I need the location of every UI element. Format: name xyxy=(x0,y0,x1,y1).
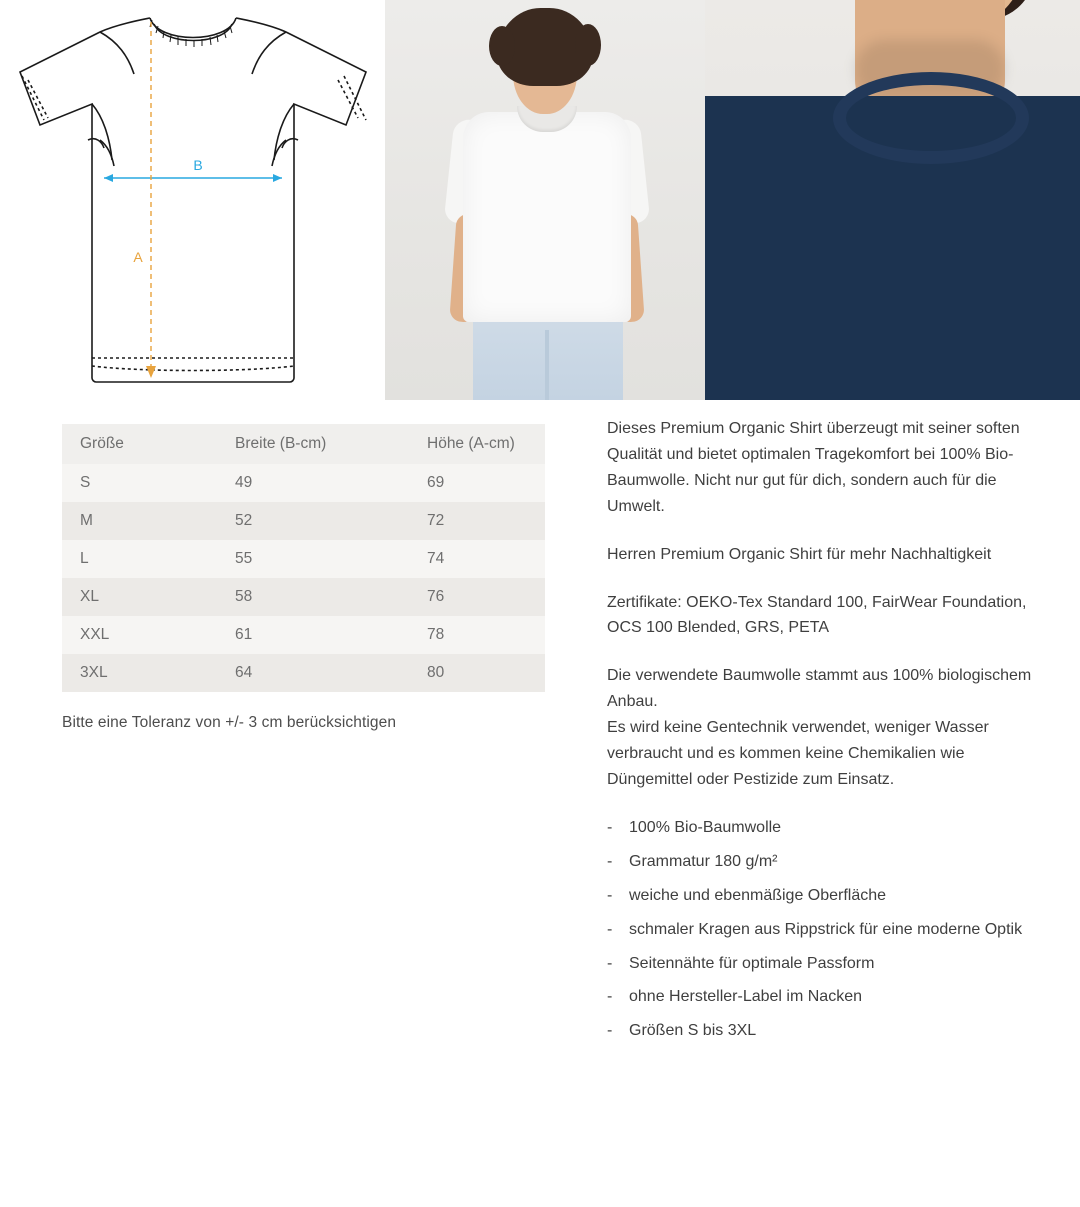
feature-list xyxy=(607,815,1040,1044)
bullet-dash: - xyxy=(607,988,613,1006)
feature-text: schmaler Kragen aus Rippstrick für eine moderne Optik xyxy=(629,920,1023,938)
feature-text: 100% Bio-Baumwolle xyxy=(629,818,782,836)
header-size: Größe xyxy=(62,424,217,464)
description-paragraph-2: Herren Premium Organic Shirt für mehr Nachhaltigkeit xyxy=(607,545,992,563)
table-row xyxy=(62,502,545,540)
feature-text: Größen S bis 3XL xyxy=(629,1022,757,1040)
description-paragraph-4: Die verwendete Baumwolle stammt aus 100% biologischem Anbau. xyxy=(607,667,1032,711)
cell-height: 78 xyxy=(409,616,545,654)
technical-drawing-panel xyxy=(0,0,385,400)
cell-height: 69 xyxy=(409,464,545,502)
table-row xyxy=(62,464,545,502)
table-header-row xyxy=(62,424,545,464)
cell-width: 64 xyxy=(217,654,409,692)
model-white-shirt xyxy=(463,112,631,322)
bullet-dash: - xyxy=(607,954,613,972)
cell-size: 3XL xyxy=(62,654,217,692)
detail-ribbed-collar xyxy=(833,72,1029,164)
description-paragraph-1: Dieses Premium Organic Shirt überzeugt mit seiner soften Qualität und bietet optimalen Tragekomfort bei 100% Bio-Baumwolle. Nicht nur gut für dich, sondern auch für die Umwelt. xyxy=(607,420,1020,515)
table-row xyxy=(62,578,545,616)
collar-detail-photo xyxy=(705,0,1080,400)
list-item xyxy=(607,951,1040,977)
cell-width: 49 xyxy=(217,464,409,502)
cell-height: 80 xyxy=(409,654,545,692)
list-item xyxy=(607,917,1040,943)
cell-height: 76 xyxy=(409,578,545,616)
table-row xyxy=(62,654,545,692)
size-chart-column xyxy=(0,400,545,1052)
feature-text: Grammatur 180 g/m² xyxy=(629,852,778,870)
cell-width: 58 xyxy=(217,578,409,616)
table-row xyxy=(62,540,545,578)
header-width: Breite (B-cm) xyxy=(217,424,409,464)
cell-width: 55 xyxy=(217,540,409,578)
tolerance-note: Bitte eine Toleranz von +/- 3 cm berücksichtigen xyxy=(62,714,397,731)
cell-size: XXL xyxy=(62,616,217,654)
model-hair xyxy=(497,8,593,86)
bullet-dash: - xyxy=(607,1022,613,1040)
cell-size: S xyxy=(62,464,217,502)
cell-size: M xyxy=(62,502,217,540)
cell-height: 74 xyxy=(409,540,545,578)
header-height: Höhe (A-cm) xyxy=(409,424,545,464)
feature-text: weiche und ebenmäßige Oberfläche xyxy=(629,886,887,904)
measure-label-height: A xyxy=(133,249,143,265)
list-item xyxy=(607,984,1040,1010)
size-table xyxy=(62,424,545,692)
cell-size: XL xyxy=(62,578,217,616)
description-paragraph-3: Zertifikate: OEKO-Tex Standard 100, FairWear Foundation, OCS 100 Blended, GRS, PETA xyxy=(607,593,1027,637)
description-column xyxy=(545,400,1080,1052)
bullet-dash: - xyxy=(607,852,613,870)
feature-text: ohne Hersteller-Label im Nacken xyxy=(629,988,862,1006)
list-item xyxy=(607,849,1040,875)
bullet-dash: - xyxy=(607,886,613,904)
product-info-section xyxy=(0,400,1080,1052)
cell-width: 52 xyxy=(217,502,409,540)
measure-label-width: B xyxy=(193,157,203,173)
bullet-dash: - xyxy=(607,818,613,836)
product-image-strip xyxy=(0,0,1080,400)
cell-size: L xyxy=(62,540,217,578)
model-jeans xyxy=(473,316,623,400)
list-item xyxy=(607,1018,1040,1044)
feature-text: Seitennähte für optimale Passform xyxy=(629,954,875,972)
tshirt-technical-drawing-icon xyxy=(0,0,385,400)
bullet-dash: - xyxy=(607,920,613,938)
model-photo xyxy=(385,0,705,400)
table-row xyxy=(62,616,545,654)
list-item xyxy=(607,815,1040,841)
list-item xyxy=(607,883,1040,909)
cell-height: 72 xyxy=(409,502,545,540)
cell-width: 61 xyxy=(217,616,409,654)
description-paragraph-5: Es wird keine Gentechnik verwendet, weniger Wasser verbraucht und es kommen keine Chemikalien wie Düngemittel oder Pestizide zum Einsatz. xyxy=(607,719,989,788)
